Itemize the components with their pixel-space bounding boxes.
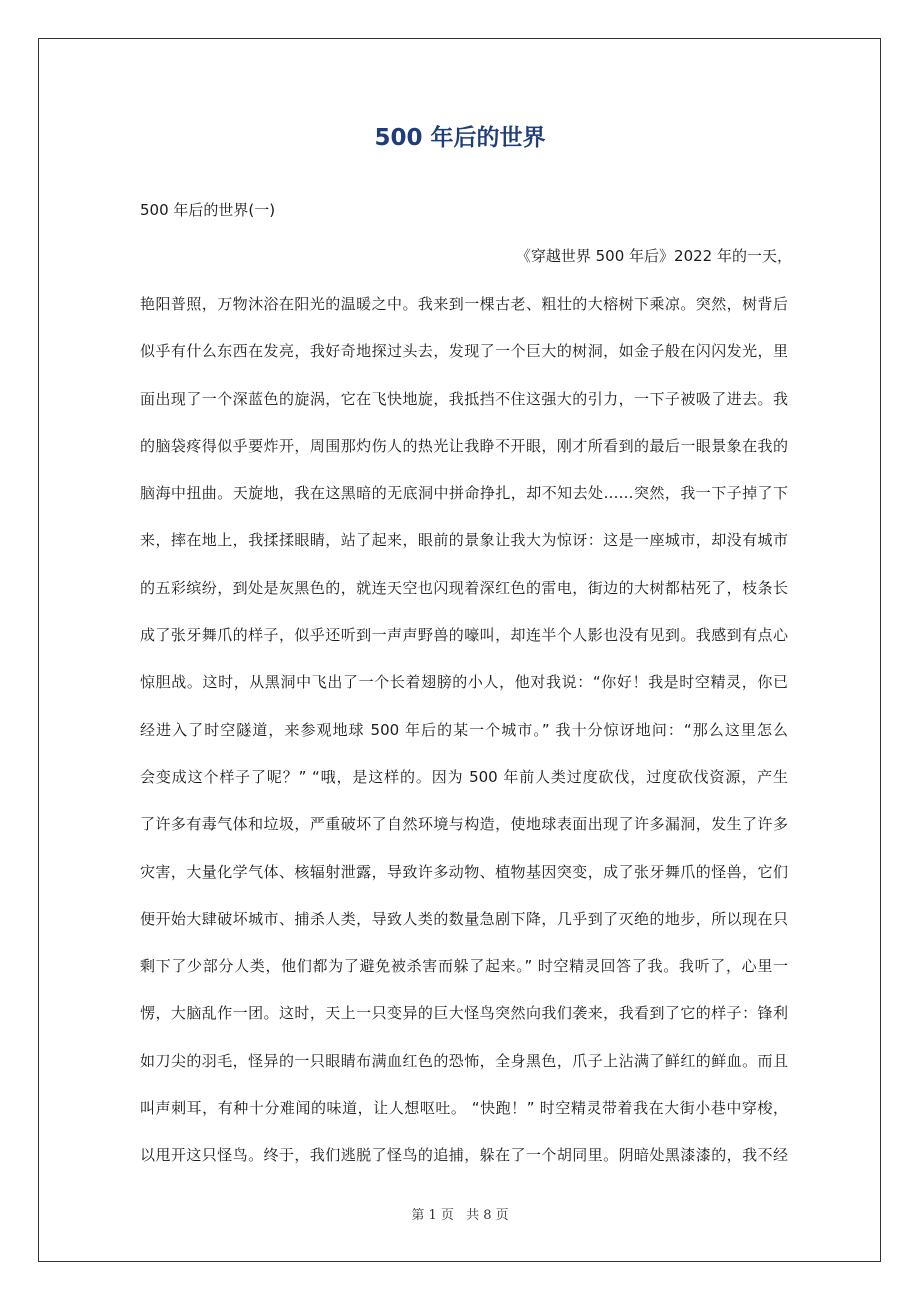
body-line: 似乎有什么东西在发亮，我好奇地探过头去，发现了一个巨大的树洞，如金子般在闪闪发光，里 bbox=[140, 342, 788, 361]
body-line: 成了张牙舞爪的样子，似乎还听到一声声野兽的嚎叫，却连半个人影也没有见到。我感到有点心 bbox=[140, 626, 788, 645]
page-number: 第 1 页 bbox=[411, 1208, 454, 1223]
body-line: 以甩开这只怪鸟。终于，我们逃脱了怪鸟的追捕，躲在了一个胡同里。阴暗处黑漆漆的，我不经 bbox=[140, 1146, 788, 1165]
body-line: 的五彩缤纷，到处是灰黑色的，就连天空也闪现着深红色的雷电，街边的大树都枯死了，枝条长 bbox=[140, 578, 788, 597]
document-title: 500 年后的世界 bbox=[374, 125, 546, 151]
page-total: 共 8 页 bbox=[466, 1208, 509, 1223]
body-line: 叫声刺耳，有种十分难闻的味道，让人想呕吐。 “快跑！” 时空精灵带着我在大街小巷中穿梭， bbox=[140, 1099, 788, 1118]
body-line: 了许多有毒气体和垃圾，严重破坏了自然环境与构造，使地球表面出现了许多漏洞，发生了许多 bbox=[140, 815, 788, 834]
body-line: 会变成这个样子了呢？” “哦，是这样的。因为 500 年前人类过度砍伐，过度砍伐资源，产生 bbox=[140, 767, 788, 786]
page-footer bbox=[0, 1206, 920, 1226]
body-line: 灾害，大量化学气体、核辐射泄露，导致许多动物、植物基因突变，成了张牙舞爪的怪兽，它们 bbox=[140, 862, 788, 881]
body-line: 的脑袋疼得似乎要炸开，周围那灼伤人的热光让我睁不开眼，刚才所看到的最后一眼景象在我的 bbox=[140, 436, 788, 455]
body-line: 面出现了一个深蓝色的旋涡，它在飞快地旋，我抵挡不住这强大的引力，一下子被吸了进去。我 bbox=[140, 389, 788, 408]
body-line: 来，摔在地上，我揉揉眼睛，站了起来，眼前的景象让我大为惊讶：这是一座城市，却没有城市 bbox=[140, 531, 788, 550]
body-line: 便开始大肆破坏城市、捕杀人类，导致人类的数量急剧下降，几乎到了灭绝的地步，所以现在只 bbox=[140, 909, 788, 928]
body-line: 愣，大脑乱作一团。这时，天上一只变异的巨大怪鸟突然向我们袭来，我看到了它的样子：锋利 bbox=[140, 1004, 788, 1023]
body-line: 艳阳普照，万物沐浴在阳光的温暖之中。我来到一棵古老、粗壮的大榕树下乘凉。突然，树背后 bbox=[140, 295, 788, 313]
body-line: 惊胆战。这时，从黑洞中飞出了一个长着翅膀的小人，他对我说：“你好！我是时空精灵，你已 bbox=[140, 673, 788, 692]
story-lead-line: 《穿越世界 500 年后》2022 年的一天， bbox=[515, 247, 792, 265]
body-line: 脑海中扭曲。天旋地，我在这黑暗的无底洞中拼命挣扎，却不知去处……突然，我一下子掉了下 bbox=[140, 484, 788, 503]
body-line: 剩下了少部分人类，他们都为了避免被杀害而躲了起来。” 时空精灵回答了我。我听了，心里一 bbox=[140, 957, 788, 976]
story-body bbox=[140, 292, 788, 1191]
section-subtitle: 500 年后的世界(一) bbox=[140, 201, 276, 219]
body-line: 经进入了时空隧道，来参观地球 500 年后的某一个城市。” 我十分惊讶地问：“那么这里怎么 bbox=[140, 720, 788, 739]
body-line: 如刀尖的羽毛，怪异的一只眼睛布满血红色的恐怖，全身黑色，爪子上沾满了鲜红的鲜血。而且 bbox=[140, 1051, 788, 1070]
